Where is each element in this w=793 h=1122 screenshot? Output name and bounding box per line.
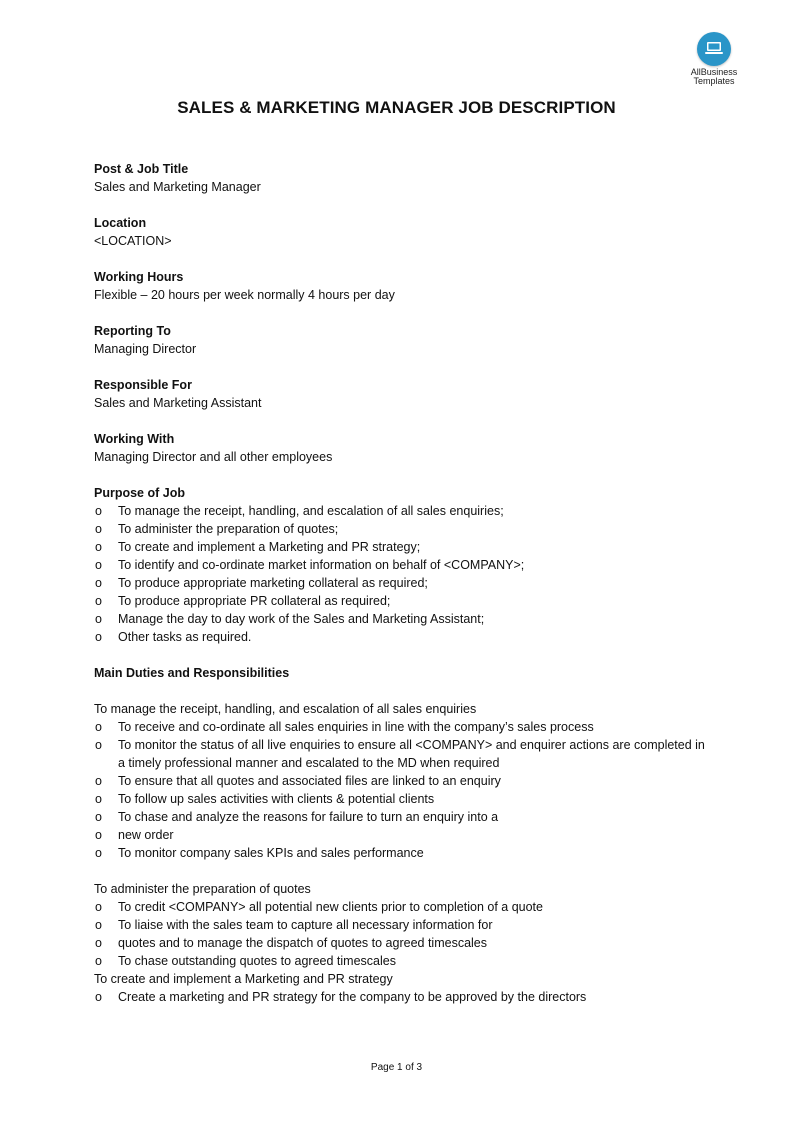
document-body bbox=[94, 160, 714, 1006]
section-heading: To administer the preparation of quotes bbox=[94, 882, 311, 896]
duties-list-enquiries bbox=[94, 718, 714, 862]
list-item: o To produce appropriate PR collateral as required; bbox=[94, 592, 714, 610]
field-post-title bbox=[94, 160, 714, 196]
field-value: Sales and Marketing Assistant bbox=[94, 396, 262, 410]
field-label: Working Hours bbox=[94, 270, 184, 284]
list-item: o To receive and co-ordinate all sales enquiries in line with the company’s sales process bbox=[94, 718, 714, 736]
field-value: Flexible – 20 hours per week normally 4 hours per day bbox=[94, 288, 395, 302]
list-item: o To identify and co-ordinate market information on behalf of <COMPANY>; bbox=[94, 556, 714, 574]
field-label: Responsible For bbox=[94, 378, 192, 392]
list-item: o new order bbox=[94, 826, 714, 844]
list-item: o To chase and analyze the reasons for failure to turn an enquiry into a bbox=[94, 808, 714, 826]
list-item: o To administer the preparation of quotes; bbox=[94, 520, 714, 538]
list-item: o quotes and to manage the dispatch of quotes to agreed timescales bbox=[94, 934, 714, 952]
list-item: o Manage the day to day work of the Sales and Marketing Assistant; bbox=[94, 610, 714, 628]
list-item: o To follow up sales activities with clients & potential clients bbox=[94, 790, 714, 808]
page-title: SALES & MARKETING MANAGER JOB DESCRIPTION bbox=[177, 98, 616, 117]
brand-logo bbox=[684, 32, 744, 86]
brand-name bbox=[684, 68, 744, 86]
purpose-label: Purpose of Job bbox=[94, 486, 185, 500]
list-item: o To create and implement a Marketing and PR strategy; bbox=[94, 538, 714, 556]
duties-label: Main Duties and Responsibilities bbox=[94, 666, 290, 680]
list-item: o To credit <COMPANY> all potential new clients prior to completion of a quote bbox=[94, 898, 714, 916]
section-heading: To manage the receipt, handling, and escalation of all sales enquiries bbox=[94, 702, 477, 716]
list-item: o To liaise with the sales team to capture all necessary information for bbox=[94, 916, 714, 934]
list-item: o Create a marketing and PR strategy for the company to be approved by the directors bbox=[94, 988, 714, 1006]
list-item: o To monitor the status of all live enquiries to ensure all <COMPANY> and enquirer actions are completed in a timely professional manner and escalated to the MD when required bbox=[94, 736, 714, 772]
list-item: o To monitor company sales KPIs and sales performance bbox=[94, 844, 714, 862]
page-number: Page 1 of 3 bbox=[370, 1062, 423, 1073]
field-value: Managing Director and all other employees bbox=[94, 450, 333, 464]
section-heading: To create and implement a Marketing and PR strategy bbox=[94, 972, 393, 986]
field-responsible-for bbox=[94, 376, 714, 412]
field-label: Location bbox=[94, 216, 147, 230]
field-value: <LOCATION> bbox=[94, 234, 172, 248]
purpose-section bbox=[94, 484, 714, 646]
brand-line-2: Templates bbox=[693, 76, 735, 86]
list-item: o To manage the receipt, handling, and escalation of all sales enquiries; bbox=[94, 502, 714, 520]
list-item: o To ensure that all quotes and associated files are linked to an enquiry bbox=[94, 772, 714, 790]
list-item: o To produce appropriate marketing collateral as required; bbox=[94, 574, 714, 592]
field-working-with bbox=[94, 430, 714, 466]
list-item: o To chase outstanding quotes to agreed timescales bbox=[94, 952, 714, 970]
duties-section-marketing bbox=[94, 970, 714, 1006]
field-working-hours bbox=[94, 268, 714, 304]
duties-section-enquiries bbox=[94, 700, 714, 862]
field-label: Working With bbox=[94, 432, 175, 446]
field-label: Reporting To bbox=[94, 324, 171, 338]
duties-section-quotes bbox=[94, 880, 714, 970]
duties-list-marketing bbox=[94, 988, 714, 1006]
duties-list-quotes bbox=[94, 898, 714, 970]
field-value: Managing Director bbox=[94, 342, 197, 356]
field-value: Sales and Marketing Manager bbox=[94, 180, 261, 194]
field-reporting-to bbox=[94, 322, 714, 358]
brand-line-1: AllBusiness bbox=[690, 67, 738, 77]
laptop-icon bbox=[697, 32, 731, 66]
field-label: Post & Job Title bbox=[94, 162, 189, 176]
list-item: o Other tasks as required. bbox=[94, 628, 714, 646]
field-location bbox=[94, 214, 714, 250]
purpose-list bbox=[94, 502, 714, 646]
